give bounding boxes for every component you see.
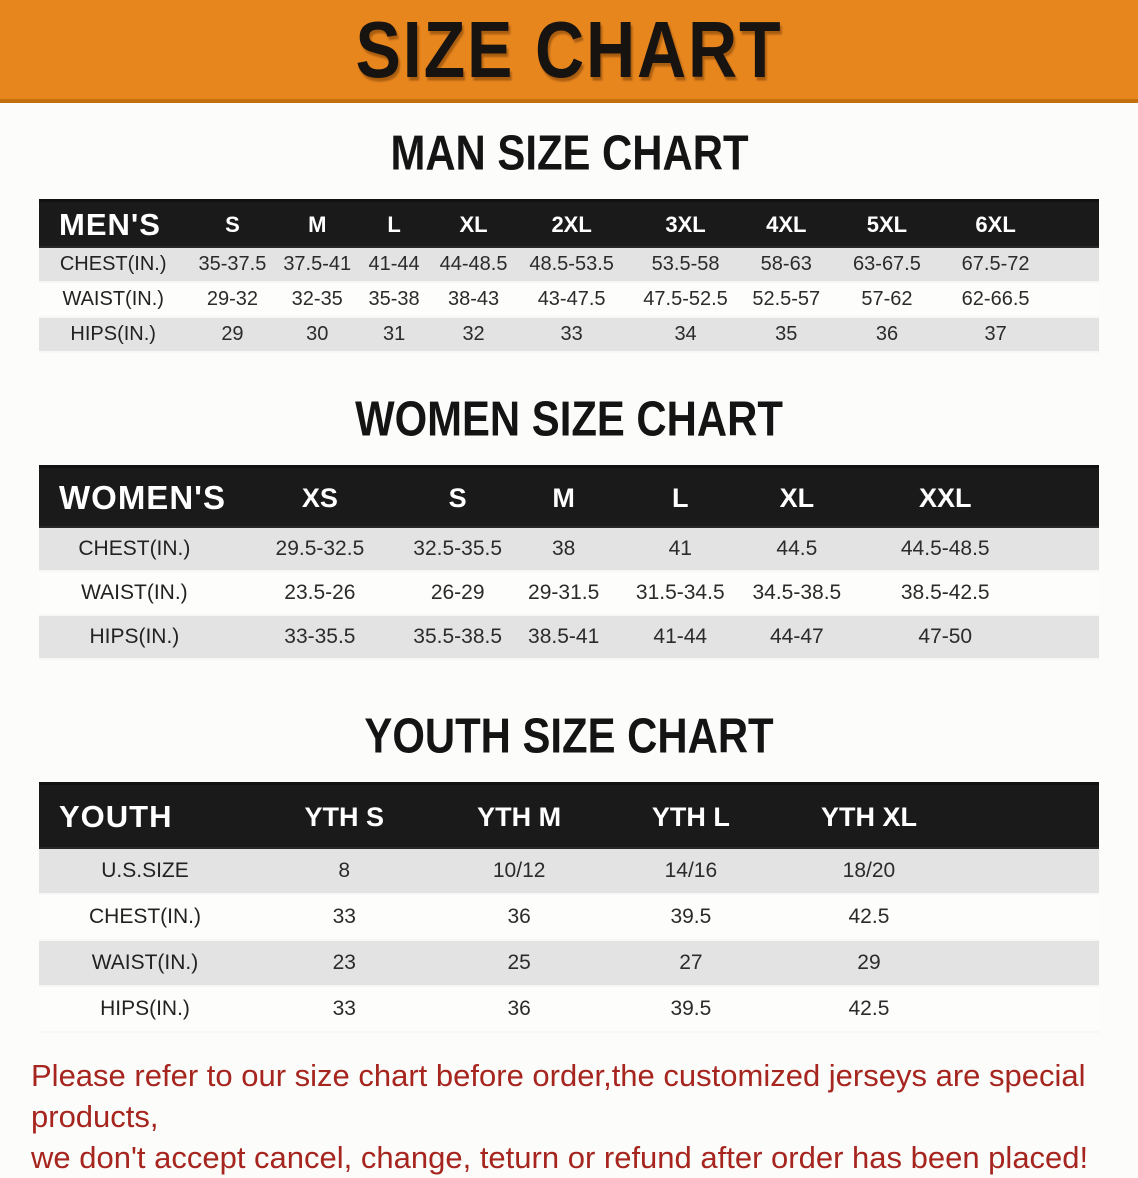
table-spacer	[957, 894, 1099, 940]
table-cell: 36	[438, 986, 601, 1032]
table-cell: 39.5	[601, 986, 781, 1032]
table-cell: 26-29	[410, 571, 505, 615]
youth-section-heading	[0, 707, 1138, 764]
size-column-header: L	[357, 201, 431, 249]
table-cell: 33	[251, 986, 438, 1032]
size-column-header: M	[505, 467, 622, 529]
table-cell: 41-44	[357, 248, 431, 282]
size-column-header: L	[622, 467, 739, 529]
table-cell: 47.5-52.5	[627, 282, 744, 317]
table-cell: 29-31.5	[505, 571, 622, 615]
table-spacer	[957, 940, 1099, 986]
disclaimer-line-1: Please refer to our size chart before order,the customized jerseys are special products,	[31, 1058, 1086, 1134]
table-cell: 62-66.5	[945, 282, 1046, 317]
size-column-header: 2XL	[516, 201, 627, 249]
table-cell: 14/16	[601, 849, 781, 894]
table-cell: 35	[744, 317, 829, 352]
row-label: WAIST(IN.)	[39, 571, 230, 615]
men-hips-row	[39, 317, 1099, 352]
table-cell: 48.5-53.5	[516, 248, 627, 282]
table-cell: 33	[516, 317, 627, 352]
row-label: WAIST(IN.)	[39, 940, 251, 986]
size-column-header: XL	[739, 467, 856, 529]
youth-waist-row	[39, 940, 1099, 986]
table-cell: 27	[601, 940, 781, 986]
table-cell: 43-47.5	[516, 282, 627, 317]
youth-chest-row	[39, 894, 1099, 940]
table-cell: 44.5	[739, 528, 856, 571]
table-cell: 31	[357, 317, 431, 352]
men-section-heading	[0, 124, 1138, 181]
women-chest-row	[39, 528, 1099, 571]
page-title: SIZE CHART	[355, 4, 783, 95]
table-cell: 34	[627, 317, 744, 352]
women-hips-row	[39, 615, 1099, 659]
table-spacer	[1035, 571, 1099, 615]
table-cell: 29	[187, 317, 277, 352]
table-cell: 29.5-32.5	[230, 528, 410, 571]
table-cell: 35-37.5	[187, 248, 277, 282]
size-column-header: XS	[230, 467, 410, 529]
table-spacer	[1035, 615, 1099, 659]
table-spacer	[1035, 467, 1099, 529]
table-spacer	[1046, 317, 1099, 352]
youth-section-heading-text: YOUTH SIZE CHART	[364, 707, 774, 764]
size-column-header: S	[187, 201, 277, 249]
women-table-group-label: WOMEN'S	[39, 467, 230, 529]
men-chest-row	[39, 248, 1099, 282]
table-cell: 32-35	[277, 282, 357, 317]
table-cell: 33	[251, 894, 438, 940]
table-cell: 41-44	[622, 615, 739, 659]
table-cell: 8	[251, 849, 438, 894]
men-table-group-label: MEN'S	[39, 201, 187, 249]
table-cell: 44-47	[739, 615, 856, 659]
table-cell: 29-32	[187, 282, 277, 317]
disclaimer-text	[31, 1055, 1107, 1178]
table-cell: 18/20	[781, 849, 957, 894]
size-column-header: 3XL	[627, 201, 744, 249]
youth-table-header-row	[39, 784, 1099, 850]
table-cell: 10/12	[438, 849, 601, 894]
table-cell: 42.5	[781, 986, 957, 1032]
size-column-header: 4XL	[744, 201, 829, 249]
disclaimer-line-2: we don't accept cancel, change, teturn or refund after order has been placed!	[31, 1140, 1089, 1175]
men-table-header-row	[39, 201, 1099, 249]
women-section-heading-text: WOMEN SIZE CHART	[355, 390, 783, 447]
table-cell: 36	[438, 894, 601, 940]
row-label: U.S.SIZE	[39, 849, 251, 894]
size-column-header: YTH S	[251, 784, 438, 850]
size-column-header: M	[277, 201, 357, 249]
table-cell: 30	[277, 317, 357, 352]
youth-size-table	[39, 782, 1099, 1033]
table-cell: 23	[251, 940, 438, 986]
table-cell: 53.5-58	[627, 248, 744, 282]
size-column-header: XL	[431, 201, 516, 249]
size-column-header: YTH XL	[781, 784, 957, 850]
table-cell: 38	[505, 528, 622, 571]
table-cell: 39.5	[601, 894, 781, 940]
women-table-header-row	[39, 467, 1099, 529]
row-label: WAIST(IN.)	[39, 282, 187, 317]
women-waist-row	[39, 571, 1099, 615]
table-spacer	[957, 784, 1099, 850]
table-cell: 47-50	[855, 615, 1035, 659]
table-cell: 32.5-35.5	[410, 528, 505, 571]
table-cell: 41	[622, 528, 739, 571]
table-cell: 52.5-57	[744, 282, 829, 317]
row-label: CHEST(IN.)	[39, 894, 251, 940]
table-cell: 31.5-34.5	[622, 571, 739, 615]
table-cell: 29	[781, 940, 957, 986]
table-spacer	[957, 849, 1099, 894]
row-label: CHEST(IN.)	[39, 248, 187, 282]
table-cell: 67.5-72	[945, 248, 1046, 282]
size-column-header: XXL	[855, 467, 1035, 529]
table-cell: 38.5-41	[505, 615, 622, 659]
table-cell: 42.5	[781, 894, 957, 940]
table-cell: 36	[829, 317, 946, 352]
table-cell: 57-62	[829, 282, 946, 317]
men-waist-row	[39, 282, 1099, 317]
table-cell: 44.5-48.5	[855, 528, 1035, 571]
table-cell: 33-35.5	[230, 615, 410, 659]
table-spacer	[957, 986, 1099, 1032]
table-cell: 63-67.5	[829, 248, 946, 282]
youth-table-group-label: YOUTH	[39, 784, 251, 850]
youth-ussize-row	[39, 849, 1099, 894]
women-size-table	[39, 465, 1099, 660]
table-cell: 35-38	[357, 282, 431, 317]
men-size-table	[39, 199, 1099, 353]
table-cell: 38-43	[431, 282, 516, 317]
table-cell: 38.5-42.5	[855, 571, 1035, 615]
table-cell: 32	[431, 317, 516, 352]
table-cell: 37	[945, 317, 1046, 352]
banner	[0, 0, 1138, 103]
row-label: HIPS(IN.)	[39, 986, 251, 1032]
table-cell: 23.5-26	[230, 571, 410, 615]
women-section-heading	[0, 390, 1138, 447]
table-spacer	[1046, 201, 1099, 249]
size-column-header: 5XL	[829, 201, 946, 249]
youth-hips-row	[39, 986, 1099, 1032]
table-cell: 25	[438, 940, 601, 986]
table-spacer	[1046, 282, 1099, 317]
size-column-header: S	[410, 467, 505, 529]
table-cell: 37.5-41	[277, 248, 357, 282]
row-label: HIPS(IN.)	[39, 317, 187, 352]
row-label: HIPS(IN.)	[39, 615, 230, 659]
size-column-header: YTH L	[601, 784, 781, 850]
table-cell: 58-63	[744, 248, 829, 282]
men-section-heading-text: MAN SIZE CHART	[389, 124, 749, 181]
row-label: CHEST(IN.)	[39, 528, 230, 571]
table-cell: 44-48.5	[431, 248, 516, 282]
table-cell: 34.5-38.5	[739, 571, 856, 615]
size-column-header: YTH M	[438, 784, 601, 850]
table-spacer	[1035, 528, 1099, 571]
size-column-header: 6XL	[945, 201, 1046, 249]
table-cell: 35.5-38.5	[410, 615, 505, 659]
table-spacer	[1046, 248, 1099, 282]
